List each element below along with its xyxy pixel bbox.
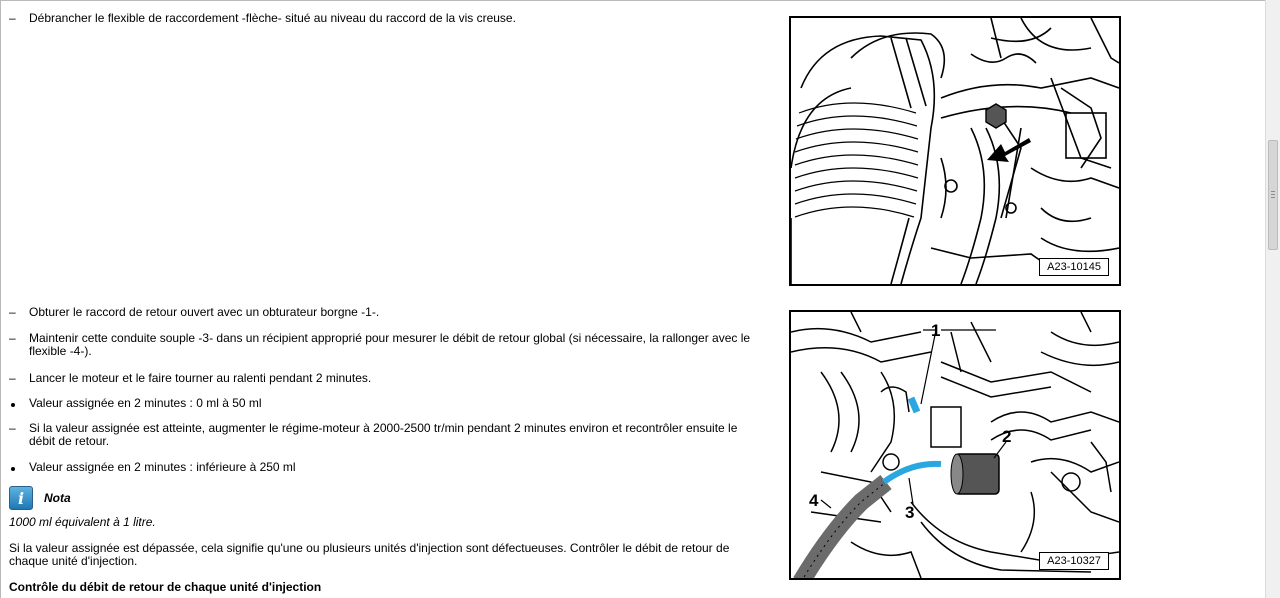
bullet-dot-icon (11, 467, 15, 471)
return-hose-illustration (791, 312, 1119, 578)
step-item (9, 332, 759, 358)
body-paragraph: Si la valeur assignée est dépassée, cela signifie qu'une ou plusieurs unités d'injection sont défectueuses. Contrôler le débit de retour de chaque unité d'injection. (9, 541, 730, 568)
pointing-arrow-icon (987, 138, 1031, 162)
step-item (9, 461, 759, 474)
dash-marker: – (9, 11, 16, 25)
dash-marker: – (9, 421, 16, 435)
engine-hose-illustration (791, 18, 1119, 284)
grip-line (1271, 194, 1275, 195)
step-text: Valeur assignée en 2 minutes : 0 ml à 50 ml (29, 396, 262, 410)
dash-marker: – (9, 305, 16, 319)
step-text: Maintenir cette conduite souple -3- dans un récipient approprié pour mesurer le débit de retour global (si nécessaire, la rallonger avec le flexible -4-). (29, 331, 751, 358)
callout-1: 1 (931, 321, 941, 340)
step-item (9, 397, 759, 410)
dash-marker: – (9, 331, 16, 345)
figure-a23-10327 (789, 310, 1121, 580)
step-text: Obturer le raccord de retour ouvert avec un obturateur borgne -1-. (29, 305, 380, 319)
figure-reference: A23-10327 (1039, 552, 1109, 570)
step-text: Si la valeur assignée est atteinte, augmenter le régime-moteur à 2000-2500 tr/min pendant 2 minutes environ et recontrôler ensuite le débit de retour. (29, 421, 738, 448)
step-item (9, 422, 759, 448)
step-text: Débrancher le flexible de raccordement -flèche- situé au niveau du raccord de la vis creuse. (29, 11, 516, 25)
step-text: Valeur assignée en 2 minutes : inférieure à 250 ml (29, 460, 296, 474)
nota-header (9, 486, 71, 510)
nota-text: 1000 ml équivalent à 1 litre. (9, 515, 156, 529)
step-item (9, 12, 759, 25)
bullet-marker (9, 397, 23, 410)
callout-2: 2 (1002, 427, 1012, 446)
vertical-scrollbar[interactable] (1265, 0, 1280, 598)
figure-reference: A23-10145 (1039, 258, 1109, 276)
bullet-dot-icon (11, 403, 15, 407)
callout-3: 3 (905, 503, 915, 522)
scrollbar-thumb[interactable] (1268, 140, 1278, 250)
step-item (9, 372, 759, 385)
step-item (9, 306, 759, 319)
info-icon: i (9, 486, 33, 510)
dash-marker: – (9, 371, 16, 385)
figure-a23-10145 (789, 16, 1121, 286)
grip-line (1271, 191, 1275, 192)
step-text: Lancer le moteur et le faire tourner au ralenti pendant 2 minutes. (29, 371, 372, 385)
nota-label: Nota (44, 491, 71, 505)
highlighted-connection-1 (911, 398, 917, 412)
grip-line (1271, 197, 1275, 198)
section-heading: Contrôle du débit de retour de chaque unité d'injection (9, 580, 322, 594)
highlighted-hose-3 (884, 464, 941, 482)
bullet-marker (9, 461, 23, 474)
callout-4: 4 (809, 491, 819, 510)
